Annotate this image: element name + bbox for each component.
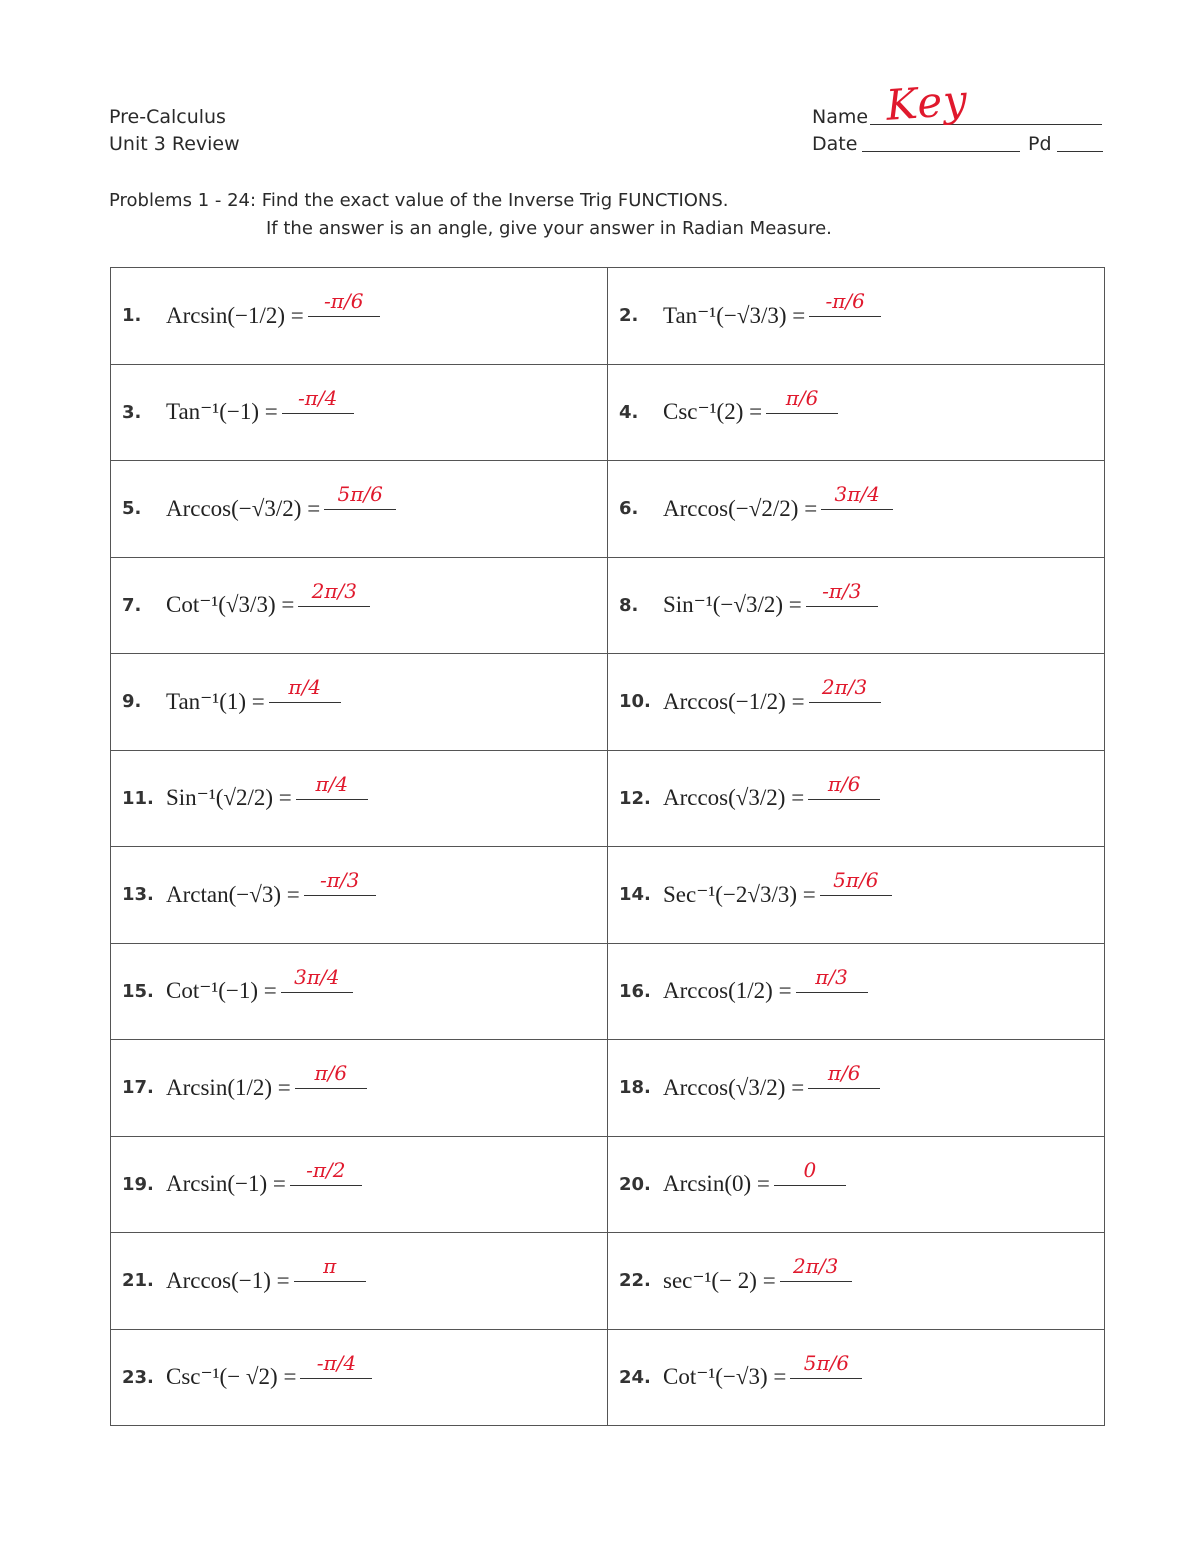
problem-expression: Arcsin(0) = [663, 1171, 770, 1197]
answer-blank[interactable]: 0 [774, 1155, 846, 1186]
problem-12 [608, 751, 1104, 847]
problem-number: 8. [619, 594, 639, 616]
problem-number: 1. [122, 305, 142, 327]
problem-expression: Tan⁻¹(−√3/3) = [663, 302, 806, 328]
problem-expression: Cot⁻¹(√3/3) = [166, 592, 295, 618]
problem-expression: sec⁻¹(− 2) = [663, 1267, 776, 1293]
problem-cell [608, 1136, 1105, 1233]
problem-19 [111, 1137, 607, 1233]
problem-cell [608, 1329, 1105, 1426]
instructions [109, 187, 832, 243]
problem-cell [111, 1040, 608, 1137]
problem-expression: Tan⁻¹(1) = [166, 688, 265, 714]
problem-row [111, 1040, 1105, 1137]
problem-expression: Arccos(√3/2) = [663, 785, 805, 811]
problem-expression: Sec⁻¹(−2√3/3) = [663, 881, 816, 907]
problem-cell [608, 654, 1105, 751]
problem-expression: Arccos(−√3/2) = [166, 495, 321, 521]
answer-blank[interactable]: -π/6 [308, 286, 380, 317]
problem-15 [111, 944, 607, 1040]
problem-11 [111, 751, 607, 847]
problem-number: 22. [619, 1270, 651, 1292]
problem-7 [111, 558, 607, 654]
problem-number: 12. [619, 787, 651, 809]
problem-number: 10. [619, 691, 651, 713]
problem-20 [608, 1137, 1104, 1233]
answer-blank[interactable]: π/4 [269, 672, 341, 703]
problem-number: 6. [619, 498, 639, 520]
problem-row [111, 461, 1105, 558]
problem-21 [111, 1233, 607, 1329]
instructions-line-1: Problems 1 - 24: Find the exact value of the Inverse Trig FUNCTIONS. [109, 190, 729, 211]
problem-expression: Cot⁻¹(−√3) = [663, 1364, 787, 1390]
answer-blank[interactable]: 5π/6 [820, 865, 892, 896]
problem-3 [111, 365, 607, 461]
problem-number: 14. [619, 884, 651, 906]
problem-cell [608, 461, 1105, 558]
problem-9 [111, 654, 607, 750]
problem-17 [111, 1040, 607, 1136]
answer-blank[interactable]: π/4 [296, 769, 368, 800]
problem-expression: Arcsin(1/2) = [166, 1074, 291, 1100]
problem-row [111, 1136, 1105, 1233]
problem-number: 17. [122, 1077, 154, 1099]
problem-number: 21. [122, 1270, 154, 1292]
problem-expression: Tan⁻¹(−1) = [166, 399, 278, 425]
problem-number: 19. [122, 1173, 154, 1195]
problem-expression: Arccos(−1) = [166, 1267, 290, 1293]
problem-row [111, 1329, 1105, 1426]
answer-blank[interactable]: -π/6 [809, 286, 881, 317]
problem-cell [608, 1040, 1105, 1137]
problem-number: 13. [122, 884, 154, 906]
course-title: Pre-Calculus [109, 106, 226, 128]
problem-cell [111, 364, 608, 461]
problem-cell [111, 1136, 608, 1233]
date-underline[interactable] [862, 151, 1020, 152]
problem-cell [608, 943, 1105, 1040]
answer-blank[interactable]: 2π/3 [809, 672, 881, 703]
pd-label: Pd [1028, 133, 1052, 155]
problem-row [111, 364, 1105, 461]
unit-title: Unit 3 Review [109, 133, 240, 155]
pd-underline[interactable] [1057, 151, 1103, 152]
problem-row [111, 943, 1105, 1040]
problem-expression: Arccos(1/2) = [663, 978, 792, 1004]
problem-cell [111, 1233, 608, 1330]
date-row [812, 131, 1112, 158]
answer-blank[interactable]: 3π/4 [821, 479, 893, 510]
problem-expression: Arcsin(−1/2) = [166, 302, 304, 328]
problem-24 [608, 1330, 1104, 1426]
problem-cell [608, 847, 1105, 944]
problem-expression: Arcsin(−1) = [166, 1171, 286, 1197]
answer-blank[interactable]: 2π/3 [298, 576, 370, 607]
course-info [109, 104, 240, 158]
answer-blank[interactable]: -π/4 [282, 383, 354, 414]
problem-cell [111, 847, 608, 944]
name-handwritten: Key [884, 75, 970, 130]
answer-blank[interactable]: π/6 [295, 1058, 367, 1089]
date-label: Date [812, 133, 858, 155]
problem-row [111, 557, 1105, 654]
problem-23 [111, 1330, 607, 1426]
answer-blank[interactable]: π/6 [808, 769, 880, 800]
problem-number: 7. [122, 594, 142, 616]
problem-row [111, 847, 1105, 944]
problem-expression: Arccos(−1/2) = [663, 688, 805, 714]
answer-blank[interactable]: π/3 [796, 962, 868, 993]
problem-row [111, 654, 1105, 751]
answer-blank[interactable]: -π/4 [300, 1348, 372, 1379]
instructions-line-2: If the answer is an angle, give your answer in Radian Measure. [266, 218, 832, 239]
problem-10 [608, 654, 1104, 750]
problem-number: 5. [122, 498, 142, 520]
problem-1 [111, 268, 607, 364]
problem-16 [608, 944, 1104, 1040]
problem-number: 11. [122, 787, 154, 809]
problem-8 [608, 558, 1104, 654]
answer-blank[interactable]: π [294, 1251, 366, 1282]
problem-number: 4. [619, 401, 639, 423]
problem-row [111, 750, 1105, 847]
problem-cell [111, 268, 608, 365]
problem-14 [608, 847, 1104, 943]
problems-table [110, 267, 1105, 1426]
problem-row [111, 1233, 1105, 1330]
answer-blank[interactable]: -π/2 [290, 1155, 362, 1186]
problem-number: 18. [619, 1077, 651, 1099]
problem-expression: Cot⁻¹(−1) = [166, 978, 277, 1004]
problem-5 [111, 461, 607, 557]
answer-blank[interactable]: 3π/4 [281, 962, 353, 993]
problem-13 [111, 847, 607, 943]
problem-expression: Csc⁻¹(2) = [663, 399, 763, 425]
problem-cell [608, 364, 1105, 461]
problem-cell [608, 557, 1105, 654]
problem-number: 20. [619, 1173, 651, 1195]
problem-cell [111, 943, 608, 1040]
answer-blank[interactable]: π/6 [808, 1058, 880, 1089]
problem-number: 24. [619, 1366, 651, 1388]
problem-cell [111, 1329, 608, 1426]
problem-2 [608, 268, 1104, 364]
problem-number: 2. [619, 305, 639, 327]
problem-6 [608, 461, 1104, 557]
problem-expression: Arccos(√3/2) = [663, 1074, 805, 1100]
problem-cell [111, 654, 608, 751]
problem-expression: Sin⁻¹(√2/2) = [166, 785, 292, 811]
answer-blank[interactable]: 5π/6 [324, 479, 396, 510]
answer-blank[interactable]: -π/3 [304, 865, 376, 896]
problem-cell [111, 557, 608, 654]
problem-18 [608, 1040, 1104, 1136]
problem-4 [608, 365, 1104, 461]
problem-cell [111, 461, 608, 558]
answer-blank[interactable]: 2π/3 [780, 1251, 852, 1282]
answer-blank[interactable]: -π/3 [806, 576, 878, 607]
problem-expression: Csc⁻¹(− √2) = [166, 1364, 297, 1390]
problem-cell [608, 750, 1105, 847]
problem-cell [608, 268, 1105, 365]
problem-expression: Arccos(−√2/2) = [663, 495, 818, 521]
problem-number: 15. [122, 980, 154, 1002]
problem-row [111, 268, 1105, 365]
problem-cell [111, 750, 608, 847]
answer-blank[interactable]: 5π/6 [790, 1348, 862, 1379]
name-label: Name [812, 106, 869, 128]
problem-number: 16. [619, 980, 651, 1002]
problem-expression: Arctan(−√3) = [166, 881, 300, 907]
problem-number: 3. [122, 401, 142, 423]
problem-number: 9. [122, 691, 142, 713]
problem-expression: Sin⁻¹(−√3/2) = [663, 592, 802, 618]
problem-cell [608, 1233, 1105, 1330]
answer-blank[interactable]: π/6 [766, 383, 838, 414]
problem-number: 23. [122, 1366, 154, 1388]
problem-22 [608, 1233, 1104, 1329]
